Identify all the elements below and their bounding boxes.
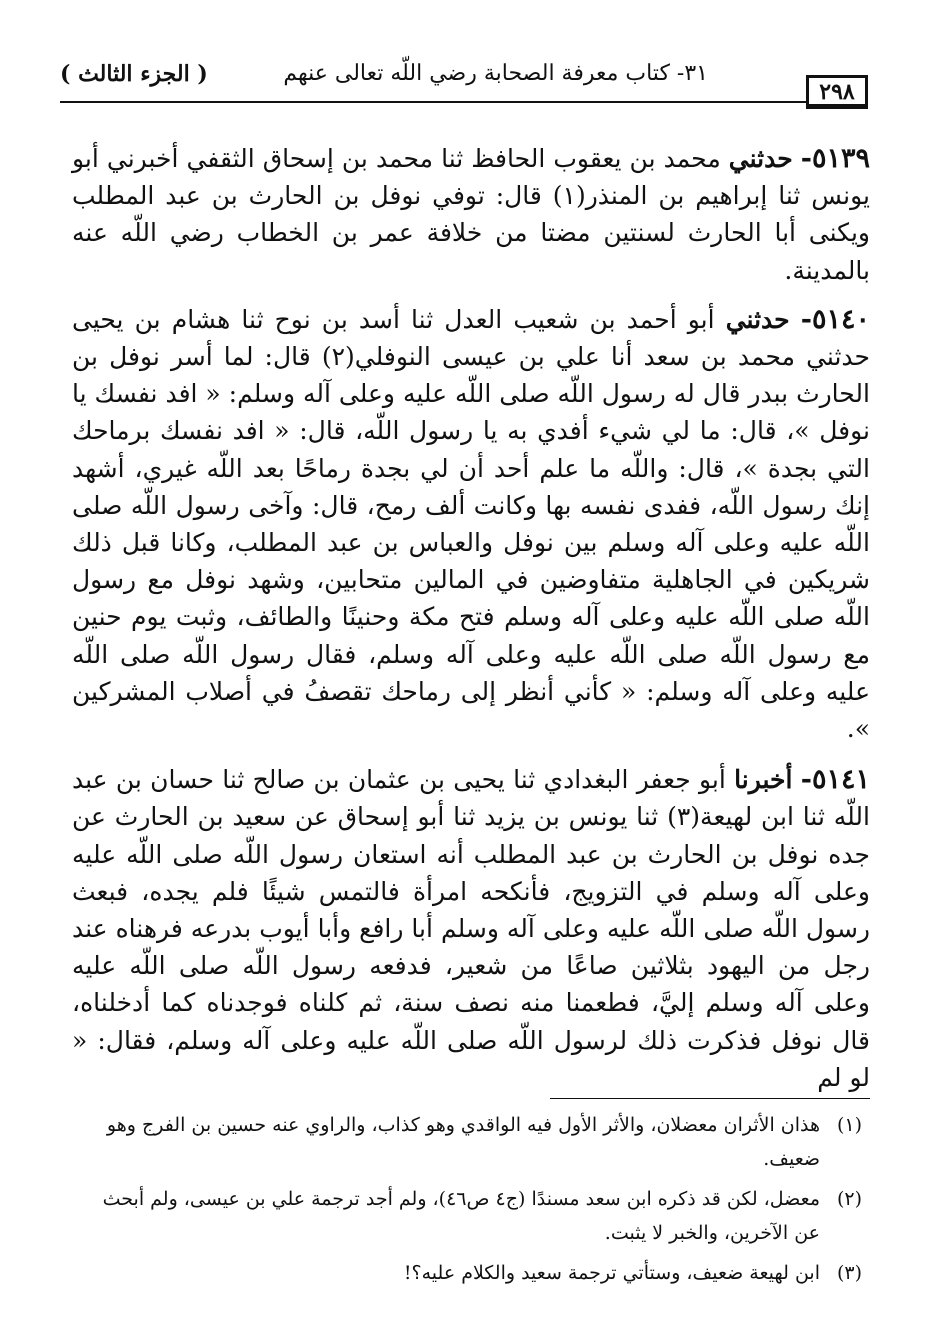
footnote-marker: (٣) (836, 1262, 862, 1284)
footnote-text: معضل، لكن قد ذكره ابن سعد مسندًا (ج٤ ص٤٦)، ولم أجد ترجمة علي بن عيسى، ولم أبحث عن الآخرين، والخبر لا يثبت. (102, 1188, 820, 1244)
chapter-title: ٣١- كتاب معرفة الصحابة رضي اللّه تعالى عنهم (283, 61, 708, 86)
hadith-text: أبو جعفر البغدادي ثنا يحيى بن عثمان بن صالح ثنا حسان بن عبد اللّه ثنا ابن لهيعة(٣) ثنا يونس بن يزيد ثنا أبو إسحاق عن سعيد بن الحارث عن جده نوفل بن الحارث بن عبد المطلب أنه استعان رسول اللّه صلى اللّه عليه وعلى آله وسلم في التزويج، فأنكحه امرأة فالتمس شيئًا فلم يجده، فبعث رسول اللّه صلى اللّه عليه وعلى آله وسلم أبا رافع وأبا أيوب بدرعه فرهناه عند رجل من اليهود بثلاثين صاعًا من شعير، فدفعه رسول اللّه صلى اللّه عليه وعلى آله وسلم إليَّ، فطعمنا منه نصف سنة، ثم كلناه فوجدناه كما أدخلناه، قال نوفل فذكرت ذلك لرسول اللّه صلى اللّه عليه وعلى آله وسلم، فقال: « لو لم (72, 765, 870, 1092)
header-rule (60, 101, 806, 103)
main-text (72, 140, 870, 1096)
footnotes (76, 1108, 862, 1296)
hadith-text: محمد بن يعقوب الحافظ ثنا محمد بن إسحاق الثقفي أخبرني أبو يونس ثنا إبراهيم بن المنذر(١) قال: توفي نوفل بن الحارث بن عبد المطلب ويكنى أبا الحارث لسنتين مضتا من خلافة عمر بن الخطاب رضي اللّه عنه بالمدينة. (72, 144, 870, 285)
hadith-lead-word: حدثني (728, 144, 793, 173)
footnote-marker: (٢) (836, 1188, 862, 1210)
hadith-lead-word: أخبرنا (734, 765, 793, 795)
volume-label: ( الجزء الثالث ) (60, 61, 208, 87)
footnote-2 (76, 1182, 862, 1250)
hadith-5139 (72, 140, 870, 289)
page-header (60, 55, 868, 107)
footnote-3 (76, 1256, 862, 1290)
hadith-5140 (72, 301, 870, 747)
hadith-number: ٥١٣٩- (800, 143, 871, 174)
hadith-number: ٥١٤٠- (800, 303, 870, 335)
footnote-1 (76, 1108, 862, 1176)
hadith-number: ٥١٤١- (800, 764, 870, 796)
hadith-5141 (72, 761, 870, 1096)
footnote-text: ابن لهيعة ضعيف، وستأتي ترجمة سعيد والكلام عليه؟! (403, 1262, 820, 1284)
hadith-lead-word: حدثني (725, 304, 790, 334)
footnote-separator (550, 1098, 870, 1099)
footnote-marker: (١) (836, 1114, 862, 1136)
hadith-text: أبو أحمد بن شعيب العدل ثنا أسد بن نوح ثنا هشام بن يحيى حدثني محمد بن سعد أنا علي بن عيسى النوفلي(٢) قال: لما أسر نوفل بن الحارث ببدر قال له رسول اللّه صلى اللّه عليه وعلى آله وسلم: « افد نفسك يا نوفل »، قال: ما لي شيء أفدي به يا رسول اللّه، قال: « افد نفسك برماحك التي بجدة »، قال: واللّه ما علم أحد أن لي بجدة رماحًا بعد اللّه غيري، أشهد إنك رسول اللّه، ففدى نفسه بها وكانت ألف رمح، قال: وآخى رسول اللّه صلى اللّه عليه وعلى آله وسلم بين نوفل والعباس بن عبد المطلب، وكانا قبل ذلك شريكين في الجاهلية متفاوضين في المالين متحابين، وشهد نوفل مع رسول اللّه صلى اللّه عليه وعلى آله وسلم فتح مكة وحنينًا والطائف، وثبت يوم حنين مع رسول اللّه صلى اللّه عليه وعلى آله وسلم، فقال رسول اللّه صلى اللّه عليه وعلى آله وسلم: « كأني أنظر إلى رماحك تقصفُ في أصلاب المشركين ». (72, 304, 870, 744)
page-number: ٢٩٨ (806, 75, 868, 109)
footnote-text: هذان الأثران معضلان، والأثر الأول فيه الواقدي وهو كذاب، والراوي عنه حسين بن الفرج وهو ضعيف. (106, 1114, 820, 1170)
